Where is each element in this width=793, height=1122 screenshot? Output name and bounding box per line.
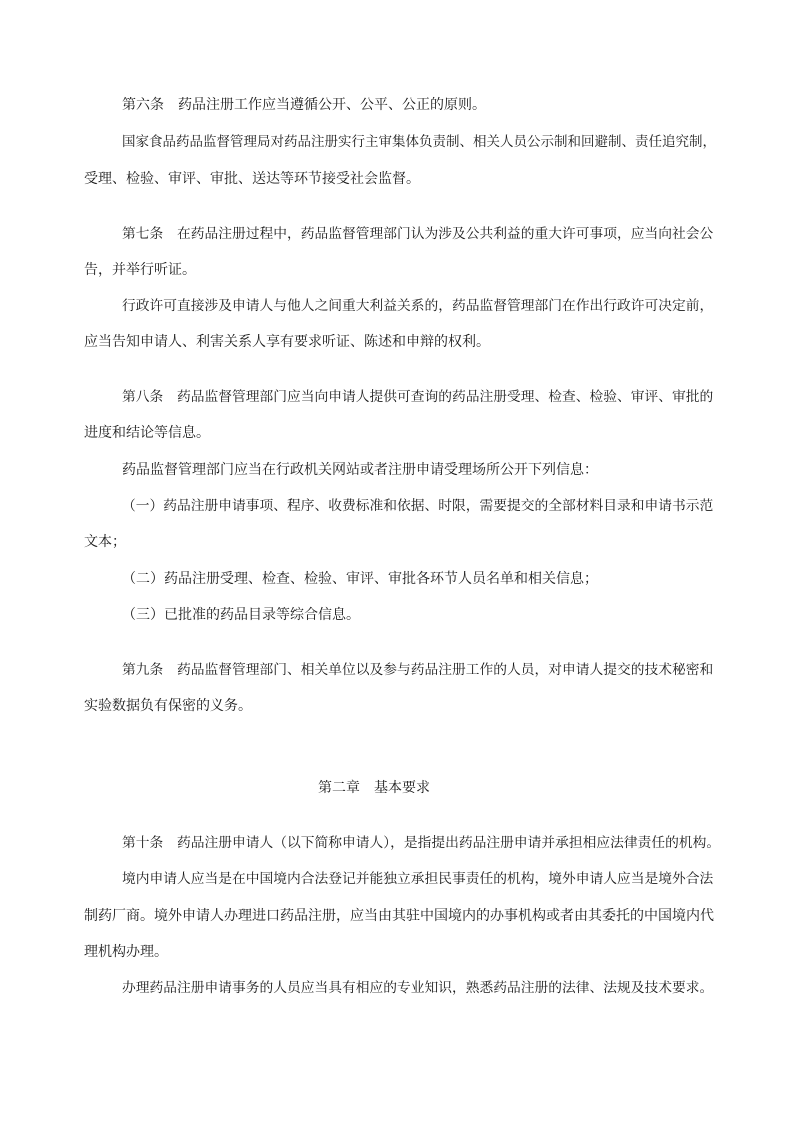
- article-7-line-1: 第七条 在药品注册过程中，药品监督管理部门认为涉及公共利益的重大许可事项，应当向社会公: [122, 226, 714, 242]
- article-10-line-5: 办理药品注册申请事务的人员应当具有相应的专业知识，熟悉药品注册的法律、法规及技术要求。: [122, 980, 714, 996]
- chapter-title: 第二章 基本要求: [318, 780, 430, 796]
- article-8-item-2: （二）药品注册受理、检查、检验、审评、审批各环节人员名单和相关信息；: [122, 571, 598, 587]
- article-10-line-2: 境内申请人应当是在中国境内合法登记并能独立承担民事责任的机构，境外申请人应当是境外合法: [122, 871, 714, 887]
- article-6-line-3: 受理、检验、审评、审批、送达等环节接受社会监督。: [84, 171, 420, 187]
- article-10-line-3: 制药厂商。境外申请人办理进口药品注册，应当由其驻中国境内的办事机构或者由其委托的中国境内代: [84, 908, 714, 924]
- article-8-item-3: （三）已批准的药品目录等综合信息。: [122, 607, 360, 623]
- article-7-line-3: 行政许可直接涉及申请人与他人之间重大利益关系的，药品监督管理部门在作出行政许可决定前，: [122, 298, 714, 314]
- article-8-item-1-line-2: 文本；: [84, 534, 126, 550]
- article-8-line-1: 第八条 药品监督管理部门应当向申请人提供可查询的药品注册受理、检查、检验、审评、审批的: [122, 389, 714, 405]
- article-7-line-4: 应当告知申请人、利害关系人享有要求听证、陈述和申辩的权利。: [84, 334, 490, 350]
- article-9-line-1: 第九条 药品监督管理部门、相关单位以及参与药品注册工作的人员，对申请人提交的技术秘密和: [122, 662, 714, 678]
- article-6-line-1: 第六条 药品注册工作应当遵循公开、公平、公正的原则。: [122, 97, 486, 113]
- article-8-item-1-line-1: （一）药品注册申请事项、程序、收费标准和依据、时限，需要提交的全部材料目录和申请书示范: [122, 498, 714, 514]
- article-8-line-3: 药品监督管理部门应当在行政机关网站或者注册申请受理场所公开下列信息：: [122, 462, 598, 478]
- article-9-line-2: 实验数据负有保密的义务。: [84, 698, 252, 714]
- article-6-line-2: 国家食品药品监督管理局对药品注册实行主审集体负责制、相关人员公示制和回避制、责任追究制，: [122, 134, 716, 150]
- article-7-line-2: 告，并举行听证。: [84, 262, 196, 278]
- article-10-line-1: 第十条 药品注册申请人（以下简称申请人），是指提出药品注册申请并承担相应法律责任的机构。: [122, 835, 721, 851]
- article-10-line-4: 理机构办理。: [84, 944, 168, 960]
- article-8-line-2: 进度和结论等信息。: [84, 425, 210, 441]
